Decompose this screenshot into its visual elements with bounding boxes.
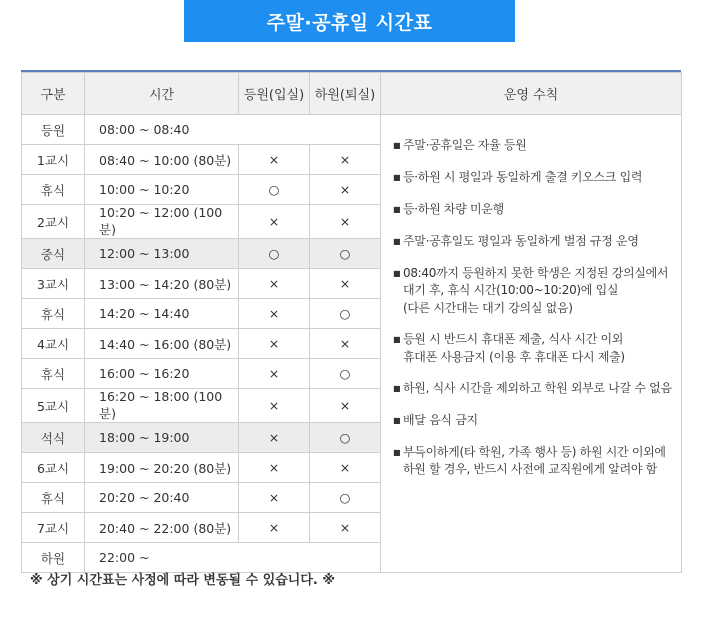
rule-text: 등원 시 반드시 휴대폰 제출, 식사 시간 이외 휴대폰 사용금지 (이용 후 휴대폰 다시 제출) — [403, 332, 625, 364]
row-category: 2교시 — [22, 205, 85, 239]
row-entry-allowed: × — [239, 329, 310, 359]
row-category: 7교시 — [22, 513, 85, 543]
footnote: ※ 상기 시간표는 사정에 따라 변동될 수 있습니다. ※ — [30, 573, 336, 588]
row-exit-allowed: × — [310, 205, 381, 239]
row-exit-allowed: × — [310, 513, 381, 543]
row-entry-allowed: ○ — [239, 175, 310, 205]
square-bullet-icon: ■ — [393, 335, 401, 345]
rule-item — [393, 412, 675, 430]
row-exit-allowed: ○ — [310, 359, 381, 389]
row-entry-allowed: × — [239, 145, 310, 175]
table-header-row — [22, 73, 682, 115]
rule-text: 등·하원 시 평일과 동일하게 출결 키오스크 입력 — [403, 170, 643, 184]
row-category: 중식 — [22, 239, 85, 269]
page-title: 주말·공휴일 시간표 — [184, 0, 515, 42]
row-category: 4교시 — [22, 329, 85, 359]
rule-item — [393, 169, 675, 187]
row-exit-allowed: ○ — [310, 423, 381, 453]
square-bullet-icon: ■ — [393, 383, 401, 393]
row-time: 14:20 ~ 14:40 — [85, 299, 239, 329]
row-entry-allowed: ○ — [239, 239, 310, 269]
row-time: 20:20 ~ 20:40 — [85, 483, 239, 513]
header-category: 구분 — [22, 73, 85, 115]
row-time: 08:40 ~ 10:00 (80분) — [85, 145, 239, 175]
rule-item — [393, 201, 675, 219]
row-entry-allowed: × — [239, 389, 310, 423]
rule-text: 하원, 식사 시간을 제외하고 학원 외부로 나갈 수 없음 — [403, 380, 672, 395]
row-entry-allowed: × — [239, 423, 310, 453]
header-exit: 하원(퇴실) — [310, 73, 381, 115]
row-exit-allowed: × — [310, 389, 381, 423]
row-exit-allowed: × — [310, 453, 381, 483]
row-category: 휴식 — [22, 483, 85, 513]
schedule-body — [22, 115, 682, 573]
row-time: 08:00 ~ 08:40 — [85, 115, 381, 145]
header-entry: 등원(입실) — [239, 73, 310, 115]
square-bullet-icon: ■ — [393, 141, 401, 150]
rule-text: 등·하원 차량 미운행 — [403, 202, 504, 216]
row-category: 5교시 — [22, 389, 85, 423]
row-time: 16:20 ~ 18:00 (100분) — [85, 389, 239, 423]
rule-item — [393, 233, 675, 251]
header-time: 시간 — [85, 73, 239, 115]
row-exit-allowed: ○ — [310, 483, 381, 513]
row-exit-allowed: ○ — [310, 239, 381, 269]
rule-item — [393, 380, 675, 398]
row-entry-allowed: × — [239, 483, 310, 513]
rule-text: 배달 음식 금지 — [403, 412, 478, 427]
row-category: 3교시 — [22, 269, 85, 299]
row-category: 휴식 — [22, 299, 85, 329]
row-time: 10:20 ~ 12:00 (100분) — [85, 205, 239, 239]
row-entry-allowed: × — [239, 359, 310, 389]
rule-text: 주말·공휴일도 평일과 동일하게 벌점 규정 운영 — [403, 234, 639, 248]
row-category: 석식 — [22, 423, 85, 453]
row-category: 1교시 — [22, 145, 85, 175]
row-time: 20:40 ~ 22:00 (80분) — [85, 513, 239, 543]
row-time: 22:00 ~ — [85, 543, 381, 573]
row-category: 휴식 — [22, 175, 85, 205]
row-time: 19:00 ~ 20:20 (80분) — [85, 453, 239, 483]
operating-rules — [381, 115, 682, 573]
rule-text: 주말·공휴일은 자율 등원 — [403, 138, 527, 152]
row-exit-allowed: × — [310, 145, 381, 175]
square-bullet-icon: ■ — [393, 415, 401, 425]
row-exit-allowed: × — [310, 269, 381, 299]
square-bullet-icon: ■ — [393, 173, 401, 182]
row-time: 14:40 ~ 16:00 (80분) — [85, 329, 239, 359]
row-category: 등원 — [22, 115, 85, 145]
row-time: 13:00 ~ 14:20 (80분) — [85, 269, 239, 299]
square-bullet-icon: ■ — [393, 447, 401, 457]
row-entry-allowed: × — [239, 269, 310, 299]
row-time: 12:00 ~ 13:00 — [85, 239, 239, 269]
row-entry-allowed: × — [239, 299, 310, 329]
rule-text: 부득이하게(타 학원, 가족 행사 등) 하원 시간 이외에 하원 할 경우, 반드시 사전에 교직원에게 알려야 함 — [403, 444, 666, 477]
rule-text: 08:40까지 등원하지 못한 학생은 지정된 강의실에서 대기 후, 휴식 시간(10:00~10:20)에 입실 (다른 시간대는 대기 강의실 없음) — [403, 266, 669, 315]
square-bullet-icon: ■ — [393, 237, 401, 246]
rule-item — [393, 444, 675, 479]
square-bullet-icon: ■ — [393, 205, 401, 214]
rule-item — [393, 137, 675, 155]
row-exit-allowed: ○ — [310, 299, 381, 329]
row-exit-allowed: × — [310, 175, 381, 205]
row-entry-allowed: × — [239, 453, 310, 483]
row-entry-allowed: × — [239, 205, 310, 239]
header-rules: 운영 수칙 — [381, 73, 682, 115]
rule-item — [393, 331, 675, 366]
row-category: 휴식 — [22, 359, 85, 389]
row-time: 10:00 ~ 10:20 — [85, 175, 239, 205]
square-bullet-icon: ■ — [393, 269, 401, 278]
row-category: 하원 — [22, 543, 85, 573]
row-entry-allowed: × — [239, 513, 310, 543]
row-time: 16:00 ~ 16:20 — [85, 359, 239, 389]
row-exit-allowed: × — [310, 329, 381, 359]
table-row — [22, 115, 682, 145]
schedule-table — [21, 72, 682, 573]
row-time: 18:00 ~ 19:00 — [85, 423, 239, 453]
rule-item — [393, 265, 675, 317]
row-category: 6교시 — [22, 453, 85, 483]
